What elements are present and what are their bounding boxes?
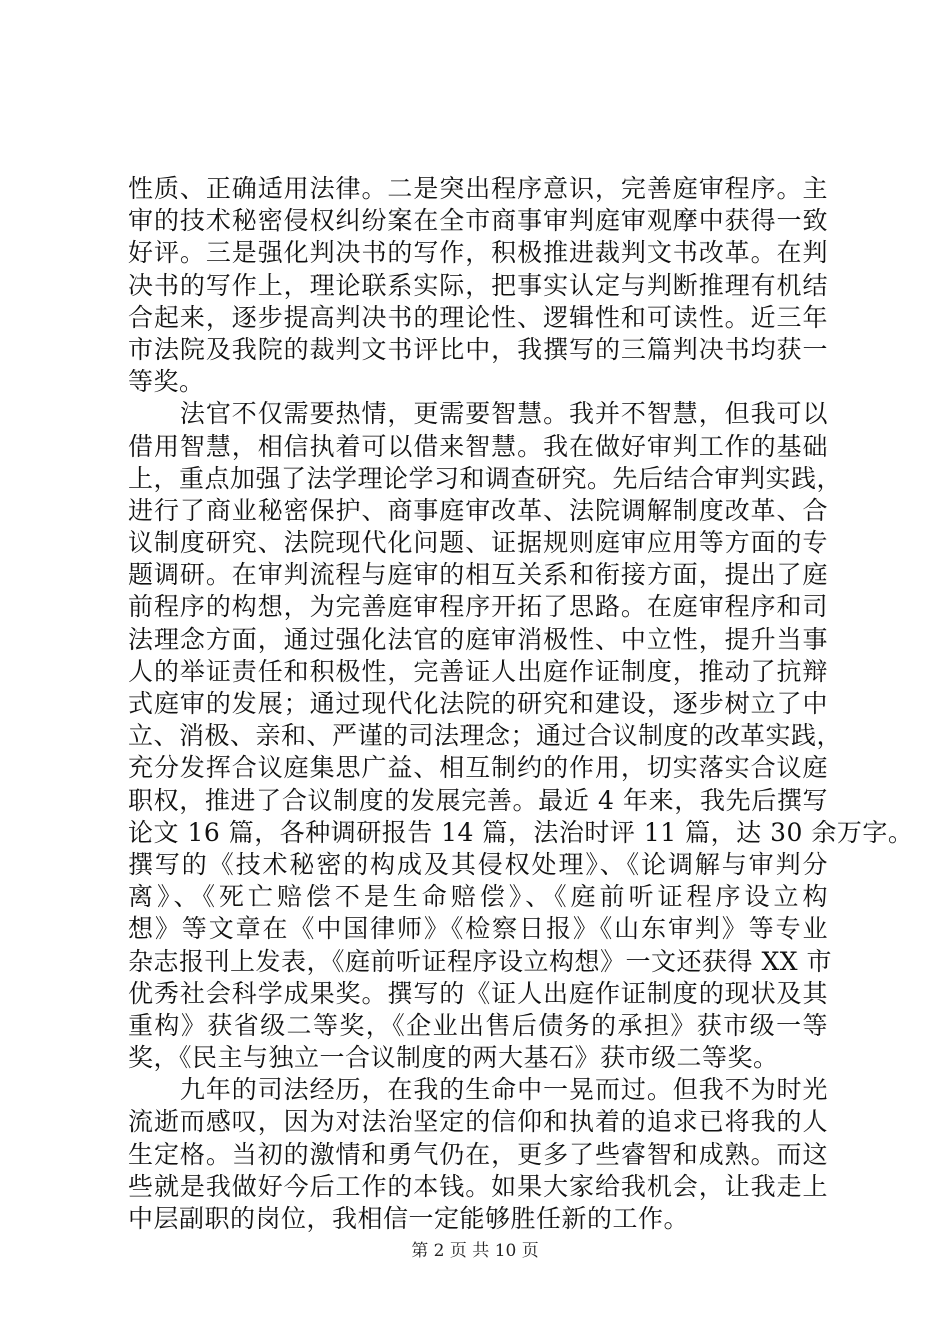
text-line: 法官不仅需要热情，更需要智慧。我并不智慧，但我可以 (128, 399, 828, 429)
text-line: 中层副职的岗位，我相信一定能够胜任新的工作。 (128, 1204, 690, 1233)
text-line: 生定格。当初的激情和勇气仍在，更多了些睿智和成熟。而这 (128, 1139, 828, 1169)
page-number-label: 第 2 页 共 10 页 (411, 1241, 539, 1261)
text-line: 法理念方面，通过强化法官的庭审消极性、中立性，提升当事 (128, 624, 828, 654)
text-line: 议制度研究、法院现代化问题、证据规则庭审应用等方面的专 (128, 528, 828, 558)
text-line: 式庭审的发展；通过现代化法院的研究和建设，逐步树立了中 (128, 689, 828, 718)
text-line: 重构》获省级二等奖，《企业出售后债务的承担》获市级一等 (128, 1010, 828, 1040)
text-line: 职权，推进了合议制度的发展完善。最近 4 年来，我先后撰写 (128, 785, 828, 815)
text-line: 借用智慧，相信执着可以借来智慧。我在做好审判工作的基础 (128, 431, 828, 461)
text-line: 撰写的《技术秘密的构成及其侵权处理》、《论调解与审判分 (128, 849, 828, 879)
text-line: 合起来，逐步提高判决书的理论性、逻辑性和可读性。近三年 (128, 302, 828, 332)
text-line: 流逝而感叹，因为对法治坚定的信仰和执着的追求已将我的人 (128, 1107, 828, 1137)
page-footer (0, 1240, 950, 1262)
body-text (128, 173, 914, 1235)
text-line: 前程序的构想，为完善庭审程序开拓了思路。在庭审程序和司 (128, 592, 828, 622)
text-line: 进行了商业秘密保护、商事庭审改革、法院调解制度改革、合 (128, 495, 828, 525)
text-line: 决书的写作上，理论联系实际，把事实认定与判断推理有机结 (128, 270, 828, 300)
text-line: 人的举证责任和积极性，完善证人出庭作证制度，推动了抗辩 (128, 656, 828, 686)
text-line: 立、消极、亲和、严谨的司法理念；通过合议制度的改革实践， (128, 721, 843, 751)
text-line: 性质、正确适用法律。二是突出程序意识，完善庭审程序。主 (128, 174, 828, 203)
text-line: 奖，《民主与独立一合议制度的两大基石》获市级二等奖。 (128, 1043, 779, 1073)
text-line: 些就是我做好今后工作的本钱。如果大家给我机会，让我走上 (128, 1171, 828, 1201)
text-line: 等奖。 (128, 367, 205, 397)
text-line: 题调研。在审判流程与庭审的相互关系和衔接方面，提出了庭 (128, 560, 828, 590)
text-line: 想》等文章在《中国律师》《检察日报》《山东审判》等专业 (128, 914, 828, 944)
text-line: 离》、《死亡赔偿不是生命赔偿》、《庭前听证程序设立构 (128, 882, 828, 912)
text-line: 充分发挥合议庭集思广益、相互制约的作用，切实落实合议庭 (128, 753, 828, 783)
text-line: 好评。三是强化判决书的写作，积极推进裁判文书改革。在判 (128, 238, 828, 268)
text-line: 论文 16 篇，各种调研报告 14 篇，法治时评 11 篇，达 30 余万字。 (128, 817, 914, 847)
text-line: 杂志报刊上发表，《庭前听证程序设立构想》一文还获得 XX 市 (128, 946, 832, 976)
text-line: 审的技术秘密侵权纠纷案在全市商事审判庭审观摩中获得一致 (128, 206, 828, 236)
text-line: 市法院及我院的裁判文书评比中，我撰写的三篇判决书均获一 (128, 334, 828, 364)
text-line: 优秀社会科学成果奖。撰写的《证人出庭作证制度的现状及其 (128, 978, 828, 1008)
text-line: 九年的司法经历，在我的生命中一晃而过。但我不为时光 (128, 1075, 828, 1105)
text-line: 上，重点加强了法学理论学习和调查研究。先后结合审判实践， (128, 463, 843, 493)
